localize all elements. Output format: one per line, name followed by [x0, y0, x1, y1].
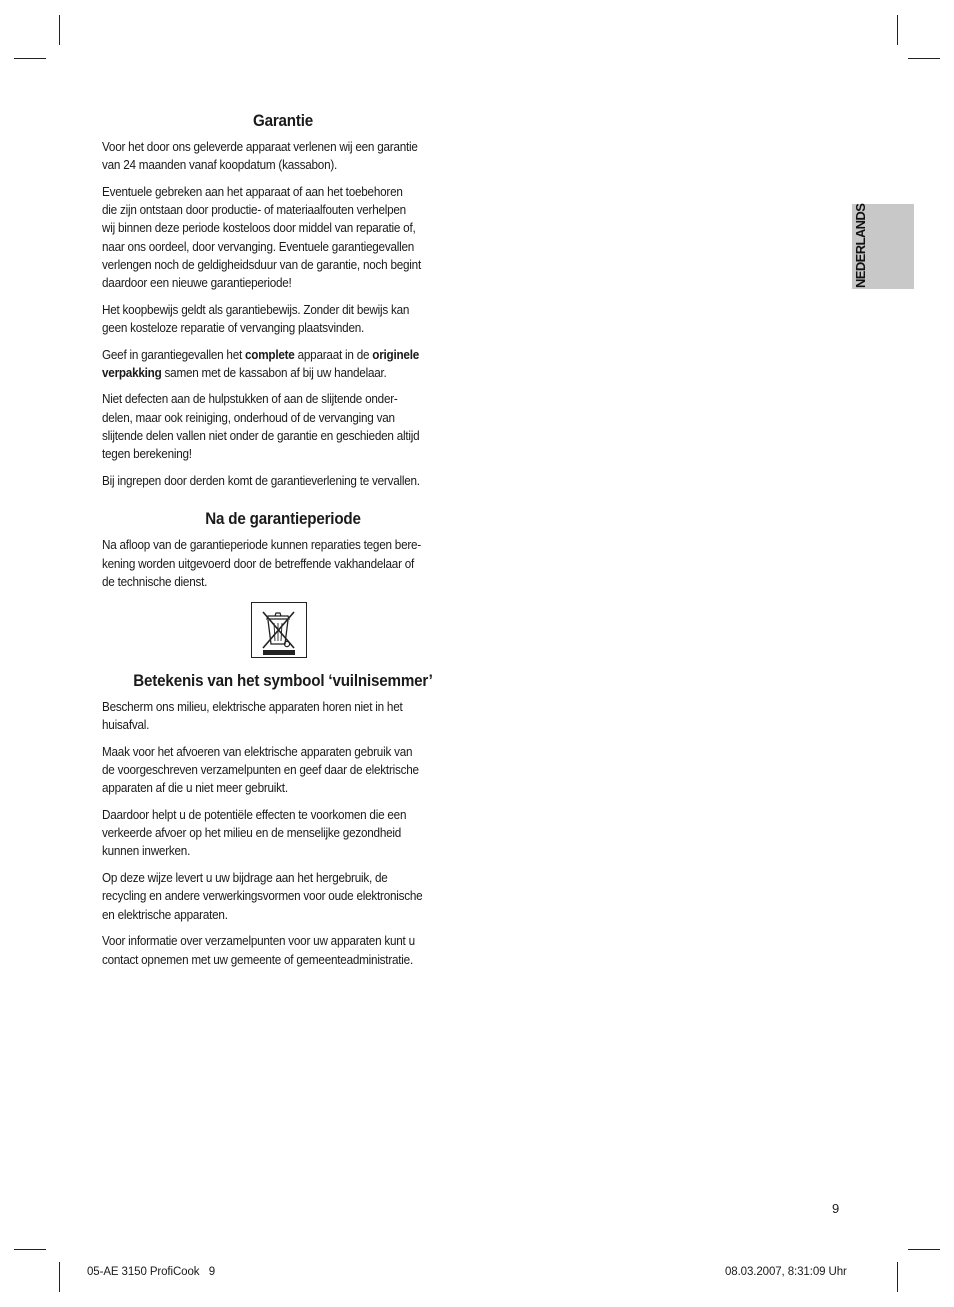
- crop-mark: [59, 15, 60, 45]
- paragraph: Op deze wijze levert u uw bijdrage aan het hergebruik, de recycling en andere verwerkingsvormen voor oude elektronische en elektrische apparaten.: [102, 871, 423, 922]
- footer-timestamp: 08.03.2007, 8:31:09 Uhr: [725, 1266, 847, 1278]
- paragraph: Het koopbewijs geldt als garantiebewijs. Zonder dit bewijs kan geen kosteloze reparatie of vervanging plaatsvinden.: [102, 302, 410, 335]
- paragraph: Eventuele gebreken aan het apparaat of aan het toebehoren die zijn ontstaan door productie- of materiaalfouten verhelpen wij binnen deze periode kosteloos door middel van reparatie of, naar ons oordeel, door vervanging. Eventuele garantiegevallen verlengen noch de geldigheidsduur van de garantie, noch begint daardoor een nieuwe garantieperiode!: [102, 184, 421, 290]
- paragraph: Voor het door ons geleverde apparaat verlenen wij een garantie van 24 maanden vanaf koopdatum (kassabon).: [102, 140, 418, 173]
- crop-mark: [897, 1262, 898, 1292]
- paragraph: Niet defecten aan de hulpstukken of aan de slijtende onder- delen, maar ook reiniging, onderhoud of de vervanging van slijtende delen vallen niet onder de garantie en geschieden altijd tegen berekening!: [102, 392, 420, 462]
- heading-symbool-vuilnisemmer: Betekenis van het symbool ‘vuilnisemmer’: [133, 672, 433, 691]
- paragraph: Voor informatie over verzamelpunten voor uw apparaten kunt u contact opnemen met uw gemeente of gemeenteadministratie.: [102, 934, 415, 967]
- crop-mark: [14, 58, 46, 59]
- heading-na-garantieperiode: Na de garantieperiode: [205, 510, 361, 529]
- crop-mark: [897, 15, 898, 45]
- footer-print-info: 05-AE 3150 ProfiCook 9: [87, 1266, 216, 1278]
- language-tab-label: NEDERLANDS: [853, 203, 868, 288]
- paragraph: Maak voor het afvoeren van elektrische apparaten gebruik van de voorgeschreven verzamelpunten en geef daar de elektrische apparaten af die u niet meer gebruikt.: [102, 744, 419, 796]
- paragraph: Bij ingrepen door derden komt de garantieverlening te vervallen.: [102, 473, 420, 488]
- crop-mark: [14, 1249, 46, 1250]
- paragraph: Na afloop van de garantieperiode kunnen reparaties tegen bere- kening worden uitgevoerd door de betreffende vakhandelaar of de technische dienst.: [102, 538, 421, 589]
- crop-mark: [59, 1262, 60, 1292]
- paragraph-complete-packaging: Geef in garantiegevallen het complete apparaat in de originele verpakking samen met de kassabon af bij uw handelaar.: [102, 347, 419, 380]
- page-number: 9: [832, 1201, 840, 1216]
- paragraph: Daardoor helpt u de potentiële effecten te voorkomen die een verkeerde afvoer op het milieu en de menselijke gezondheid kunnen inwerken.: [102, 808, 407, 859]
- heading-garantie: Garantie: [252, 112, 314, 130]
- crop-mark: [908, 1249, 940, 1250]
- main-text-column: [102, 112, 464, 977]
- paragraph: Bescherm ons milieu, elektrische apparaten horen niet in het huisafval.: [102, 700, 403, 733]
- crop-mark: [908, 58, 940, 59]
- crossed-out-wheelie-bin-icon: [251, 602, 307, 658]
